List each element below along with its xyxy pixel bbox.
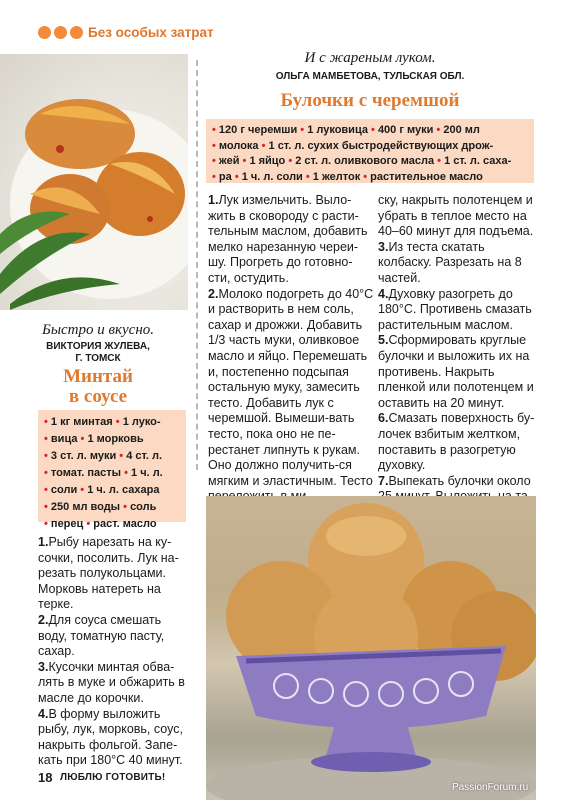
bullet-icon: • xyxy=(44,467,51,479)
bullet-icon: • xyxy=(212,124,219,136)
buns-photo xyxy=(206,496,536,800)
bullet-icon: • xyxy=(231,170,242,183)
step-text: Смазать поверхность бу-лочек взбитым желтком, поставить в разогретую духовку. xyxy=(378,411,535,473)
step xyxy=(208,287,374,505)
left-author xyxy=(0,341,196,365)
bullet-icon: • xyxy=(258,139,269,152)
ingredient: 400 г муки xyxy=(377,124,434,136)
bullet-icon: • xyxy=(285,155,296,168)
bullet-icon: • xyxy=(302,170,313,183)
ingredient-line xyxy=(44,431,180,448)
ingredient: 1 ст. л. саха- xyxy=(444,155,512,168)
bullet-icon: • xyxy=(434,155,445,168)
right-author: ОЛЬГА МАМБЕТОВА, ТУЛЬСКАЯ ОБЛ. xyxy=(275,71,465,82)
ingredient: жей xyxy=(218,155,240,168)
bullet-icon: • xyxy=(77,484,88,496)
ingredient-line xyxy=(44,465,180,482)
step-number: 1. xyxy=(208,193,219,207)
step-text: Духовку разогреть до 180°C. Противень смазать растительным маслом. xyxy=(378,286,532,332)
bullet-icon: • xyxy=(360,170,371,183)
left-ingredients-box xyxy=(38,410,186,530)
step-number: 4. xyxy=(378,286,389,301)
dot-icon xyxy=(54,26,67,39)
section-dots xyxy=(38,26,83,39)
ingredient: соль xyxy=(130,501,157,513)
step-number: 5. xyxy=(378,333,389,348)
ingredient: 1 ст. л. сухих быстродействующих дрож- xyxy=(268,139,494,152)
left-tagline: Быстро и вкусно. xyxy=(41,322,155,338)
bullet-icon: • xyxy=(83,518,94,530)
page-number: 18 xyxy=(38,770,53,785)
step-text: Из теста скатать колбаску. Разрезать на 8 частей. xyxy=(378,239,522,285)
step-number: 7. xyxy=(378,473,389,488)
step-text: Рыбу нарезать на ку-сочки, посолить. Лук на-резать полукольцами. Морковь натереть на терке. xyxy=(38,535,179,612)
ingredient: 1 яйцо xyxy=(249,155,286,168)
author-line: ВИКТОРИЯ ЖУЛЕВА, xyxy=(46,341,150,352)
ingredient-line xyxy=(44,414,180,431)
step-number: 6. xyxy=(378,411,389,426)
ingredient: 1 луковица xyxy=(307,124,368,136)
bullet-icon: • xyxy=(120,501,131,513)
right-steps-column-1 xyxy=(208,193,374,505)
ingredient: 1 желток xyxy=(312,170,361,183)
bullet-icon: • xyxy=(44,484,51,496)
step-text: Кусочки минтая обва-лять в муке и обжарить в масле до корочки. xyxy=(38,659,185,705)
ingredient: 120 г черемши xyxy=(218,124,298,136)
ingredient: 1 ч. л. соли xyxy=(241,170,303,183)
bullet-icon: • xyxy=(212,139,219,152)
bullet-icon: • xyxy=(212,155,219,168)
ingredient: 250 мл воды xyxy=(50,501,121,513)
ingredient-line xyxy=(212,170,528,186)
step xyxy=(38,660,188,707)
step-number: 2. xyxy=(208,286,219,301)
bullet-icon: • xyxy=(121,467,132,479)
magazine-name: ЛЮБЛЮ ГОТОВИТЬ! xyxy=(60,772,166,783)
ingredient: вица xyxy=(50,433,78,445)
ingredient: 200 мл xyxy=(443,124,480,136)
title-line: в соусе xyxy=(68,386,128,407)
ingredient: раст. масло xyxy=(93,518,157,530)
bullet-icon: • xyxy=(112,416,123,428)
step-number: 2. xyxy=(38,612,49,627)
ingredient: 3 ст. л. муки xyxy=(50,450,117,462)
step xyxy=(208,193,374,287)
bullet-icon: • xyxy=(44,433,51,445)
left-steps xyxy=(38,535,188,769)
step xyxy=(378,333,536,411)
ingredient: растительное масло xyxy=(370,170,483,183)
ingredient-line xyxy=(44,482,180,499)
ingredient: ра xyxy=(218,170,232,183)
step-number: 3. xyxy=(378,239,389,254)
watermark: PassionForum.ru xyxy=(452,782,529,793)
bullet-icon: • xyxy=(44,416,51,428)
title-line: Минтай xyxy=(63,366,133,387)
step-text: В форму выложить рыбу, лук, морковь, соус, накрыть фольгой. Запе-кать при 180°C 40 минут. xyxy=(38,706,183,768)
bullet-icon: • xyxy=(44,501,51,513)
step-number: 4. xyxy=(38,706,49,721)
step-text: Выпекать булочки около xyxy=(388,473,531,488)
ingredient: томат. пасты xyxy=(50,467,122,479)
step-text: Сформировать круглые булочки и выложить их на противень. Накрыть пленкой или полотенцем и оставить на 20 минут. xyxy=(378,333,534,410)
ingredient: 4 ст. л. xyxy=(126,450,163,462)
ingredient: молока xyxy=(218,139,259,152)
bullet-icon: • xyxy=(77,433,88,445)
ingredient-line xyxy=(212,139,528,155)
right-tagline: И с жареным луком. xyxy=(304,50,436,66)
bullet-icon: • xyxy=(44,518,51,530)
step-text: Лук измельчить. Выло-жить в сковороду с расти-тельным маслом, добавить мелко нарезанную череи-шу. Прогреть до готовно-сти, остудить. xyxy=(208,193,368,285)
ingredient: 1 ч. л. xyxy=(131,467,163,479)
ingredient-line xyxy=(44,448,180,465)
bullet-icon: • xyxy=(44,450,51,462)
dot-icon xyxy=(70,26,83,39)
ingredient: соли xyxy=(50,484,78,496)
ingredient-line xyxy=(212,154,528,170)
step-continuation: ску, накрыть полотенцем и убрать в теплое место на 40–60 минут для подъема. xyxy=(378,193,534,239)
step xyxy=(38,707,188,769)
dot-icon xyxy=(38,26,51,39)
step xyxy=(38,613,188,660)
bullet-icon: • xyxy=(239,155,250,168)
bullet-icon: • xyxy=(212,170,219,183)
step-text: Молоко подогреть до 40°C и растворить в нем соль, сахар и дрожжи. Добавить 1/3 часть муки, оливковое масло и яйцо. Перемешать и, постепенно подсыпая остальную муку, замесить тесто. Добавить лук с черемшой. Вымеши-вать тесто, пока оно не пе-рестанет липнуть к рукам. Оно должно получить-ся мягким и эластичным. Тесто xyxy=(208,286,374,488)
right-ingredients-box xyxy=(206,119,534,183)
bullet-icon: • xyxy=(297,124,308,136)
step xyxy=(378,240,536,287)
ingredient: 1 ч. л. сахара xyxy=(87,484,160,496)
section-title: Без особых затрат xyxy=(88,25,214,40)
ingredient: перец xyxy=(50,518,84,530)
ingredient: 1 луко- xyxy=(122,416,161,428)
right-steps-column-2 xyxy=(378,193,536,520)
bullet-icon: • xyxy=(367,124,378,136)
left-recipe-title xyxy=(0,367,196,407)
ingredient-line xyxy=(212,123,528,139)
step xyxy=(378,411,536,473)
right-recipe-title: Булочки с черемшой xyxy=(280,90,460,111)
step xyxy=(378,287,536,334)
step-number: 1. xyxy=(38,535,49,549)
bullet-icon: • xyxy=(116,450,127,462)
author-line: Г. ТОМСК xyxy=(75,353,121,364)
fish-dish-photo xyxy=(0,54,188,310)
step xyxy=(38,535,188,613)
ingredient: 2 ст. л. оливкового масла xyxy=(295,155,435,168)
bullet-icon: • xyxy=(433,124,444,136)
ingredient-line xyxy=(44,516,180,533)
step-text: Для соуса смешать воду, томатную пасту, сахар. xyxy=(38,612,165,659)
ingredient: 1 морковь xyxy=(87,433,144,445)
ingredient: 1 кг минтая xyxy=(50,416,113,428)
column-divider xyxy=(196,60,198,470)
ingredient-line xyxy=(44,499,180,516)
step-number: 3. xyxy=(38,659,49,674)
